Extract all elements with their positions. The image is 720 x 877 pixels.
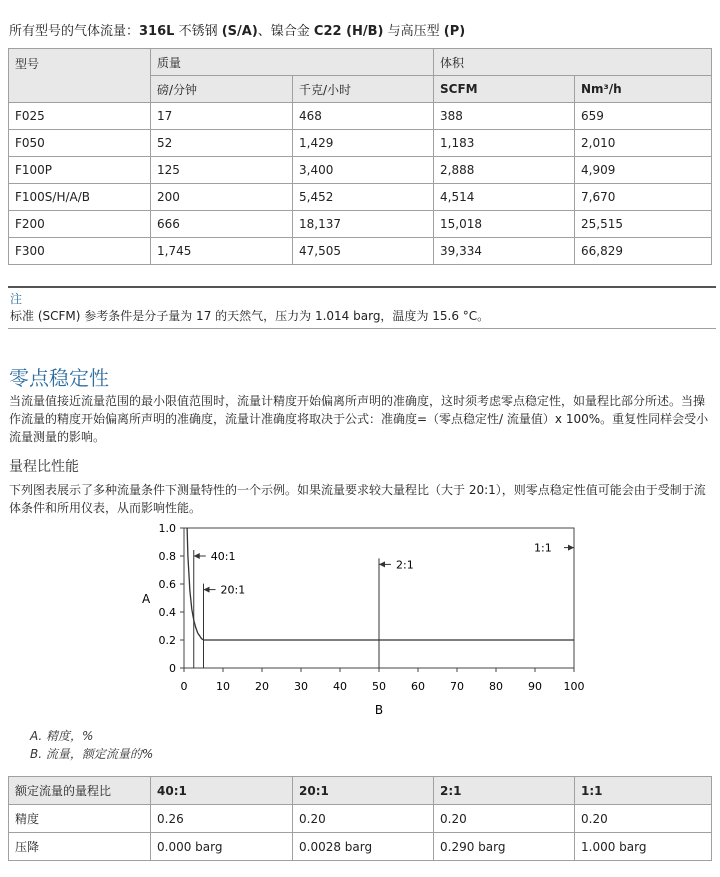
- table-cell: 39,334: [434, 238, 575, 265]
- table-cell: 2,888: [434, 157, 575, 184]
- turndown-chart: [130, 518, 600, 723]
- y-tick-label: 1.0: [158, 522, 176, 535]
- zero-stability-paragraph: 当流量值接近流量范围的最小限值范围时，流量计精度开始偏离所声明的准确度，这时须考虑零点稳定性，如量程比部分所述。当操作流量的精度开始偏离所声明的准确度，流量计准确度将取决于公式：准确度=（零点稳定性/ 流量值）x 100%。重复性同样会受小流量测量的影响。: [9, 394, 709, 444]
- table-cell: 0.20: [434, 805, 575, 833]
- table-cell: 47,505: [293, 238, 434, 265]
- caption-c22: C22 (H/B): [313, 24, 384, 39]
- table-cell: 3,400: [293, 157, 434, 184]
- caption-prefix: 所有型号的气体流量：: [9, 24, 140, 39]
- table-cell: 0.26: [151, 805, 293, 833]
- legend-a: A. 精度，%: [30, 729, 94, 743]
- table-row: [9, 211, 712, 238]
- x-tick-label: 30: [294, 680, 308, 693]
- table-cell: 200: [151, 184, 293, 211]
- x-axis-label: B: [374, 703, 384, 717]
- x-tick-label: 50: [372, 680, 386, 693]
- turndown-table: [8, 776, 712, 861]
- note-text: 标准 (SCFM) 参考条件是分子量为 17 的天然气，压力为 1.014 barg，温度为 15.6 °C。: [10, 309, 490, 323]
- table-cell: 468: [293, 103, 434, 130]
- table-cell: 1,745: [151, 238, 293, 265]
- table-cell: 2,010: [575, 130, 712, 157]
- marker-arrowhead: [379, 561, 385, 567]
- x-tick-label: 10: [216, 680, 230, 693]
- header-lb-min: 磅/分钟: [151, 76, 293, 103]
- table-cell: 5,452: [293, 184, 434, 211]
- table-caption: [9, 20, 465, 39]
- table-cell: 0.290 barg: [434, 833, 575, 861]
- table-cell: 压降: [9, 833, 151, 861]
- table-cell: 7,670: [575, 184, 712, 211]
- header-nm3h: Nm³/h: [575, 76, 712, 103]
- marker-label: 2:1: [396, 558, 414, 572]
- marker-label: 1:1: [534, 541, 552, 555]
- x-tick-label: 100: [563, 680, 585, 693]
- caption-316l: 316L: [139, 24, 175, 39]
- x-tick-label: 60: [411, 680, 425, 693]
- x-tick-label: 70: [450, 680, 464, 693]
- table-row: [9, 833, 712, 861]
- table-cell: 0.20: [293, 805, 434, 833]
- table-cell: 17: [151, 103, 293, 130]
- table-cell: 4,909: [575, 157, 712, 184]
- table-cell: 4,514: [434, 184, 575, 211]
- x-tick-label: 90: [528, 680, 542, 693]
- x-tick-label: 0: [180, 680, 188, 693]
- table-cell: 1.000 barg: [575, 833, 712, 861]
- header-kg-h: 千克/小时: [293, 76, 434, 103]
- marker-arrowhead: [568, 545, 574, 551]
- table-row: [9, 184, 712, 211]
- y-axis-label: A: [142, 592, 151, 606]
- t2-header-1: 40:1: [151, 777, 293, 805]
- table-row: [9, 130, 712, 157]
- t2-header-0: 额定流量的量程比: [9, 777, 151, 805]
- notes-block: [8, 286, 716, 329]
- y-tick-label: 0: [169, 662, 176, 675]
- caption-text1: 不锈钢: [174, 24, 222, 39]
- table-cell: 659: [575, 103, 712, 130]
- table-cell: 精度: [9, 805, 151, 833]
- caption-text2: 、镍合金: [257, 24, 314, 39]
- table-cell: 0.000 barg: [151, 833, 293, 861]
- table-cell: F100S/H/A/B: [9, 184, 151, 211]
- table-cell: F300: [9, 238, 151, 265]
- table-row: [9, 103, 712, 130]
- table-cell: F200: [9, 211, 151, 238]
- header-scfm: SCFM: [434, 76, 575, 103]
- table-cell: F025: [9, 103, 151, 130]
- marker-label: 20:1: [220, 583, 246, 597]
- caption-p: (P): [443, 24, 466, 39]
- header-model: 型号: [9, 49, 151, 103]
- x-tick-label: 40: [333, 680, 347, 693]
- table-cell: 1,429: [293, 130, 434, 157]
- turndown-title: 量程比性能: [9, 459, 79, 475]
- marker-arrowhead: [204, 587, 210, 593]
- table-cell: 1,183: [434, 130, 575, 157]
- table-cell: 666: [151, 211, 293, 238]
- y-tick-label: 0.2: [158, 634, 176, 647]
- y-tick-label: 0.4: [158, 606, 176, 619]
- table-cell: 0.0028 barg: [293, 833, 434, 861]
- table-cell: 66,829: [575, 238, 712, 265]
- marker-arrowhead: [194, 553, 200, 559]
- y-tick-label: 0.6: [158, 578, 176, 591]
- t2-header-2: 20:1: [293, 777, 434, 805]
- legend-b: B. 流量，额定流量的%: [30, 747, 154, 761]
- caption-text3: 与高压型: [383, 24, 444, 39]
- table-row: [9, 805, 712, 833]
- table-row: [9, 157, 712, 184]
- table-cell: 388: [434, 103, 575, 130]
- table-cell: 52: [151, 130, 293, 157]
- table-cell: 25,515: [575, 211, 712, 238]
- header-mass: 质量: [151, 49, 434, 76]
- note-title: 注: [10, 292, 23, 306]
- header-volume: 体积: [434, 49, 712, 76]
- x-tick-label: 20: [255, 680, 269, 693]
- table-cell: 125: [151, 157, 293, 184]
- t2-header-4: 1:1: [575, 777, 712, 805]
- gas-flow-table: [8, 48, 712, 265]
- caption-sa: (S/A): [221, 24, 258, 39]
- table-row: [9, 238, 712, 265]
- table-cell: 18,137: [293, 211, 434, 238]
- marker-label: 40:1: [210, 550, 236, 563]
- t2-header-3: 2:1: [434, 777, 575, 805]
- section-title: 零点稳定性: [9, 366, 109, 390]
- table-cell: 0.20: [575, 805, 712, 833]
- table-cell: F050: [9, 130, 151, 157]
- y-tick-label: 0.8: [158, 550, 176, 563]
- turndown-paragraph: 下列图表展示了多种流量条件下测量特性的一个示例。如果流量要求较大量程比（大于 20:1），则零点稳定性值可能会由于受制于流体条件和所用仪表，从而影响性能。: [9, 483, 706, 515]
- table-cell: 15,018: [434, 211, 575, 238]
- table-cell: F100P: [9, 157, 151, 184]
- x-tick-label: 80: [489, 680, 503, 693]
